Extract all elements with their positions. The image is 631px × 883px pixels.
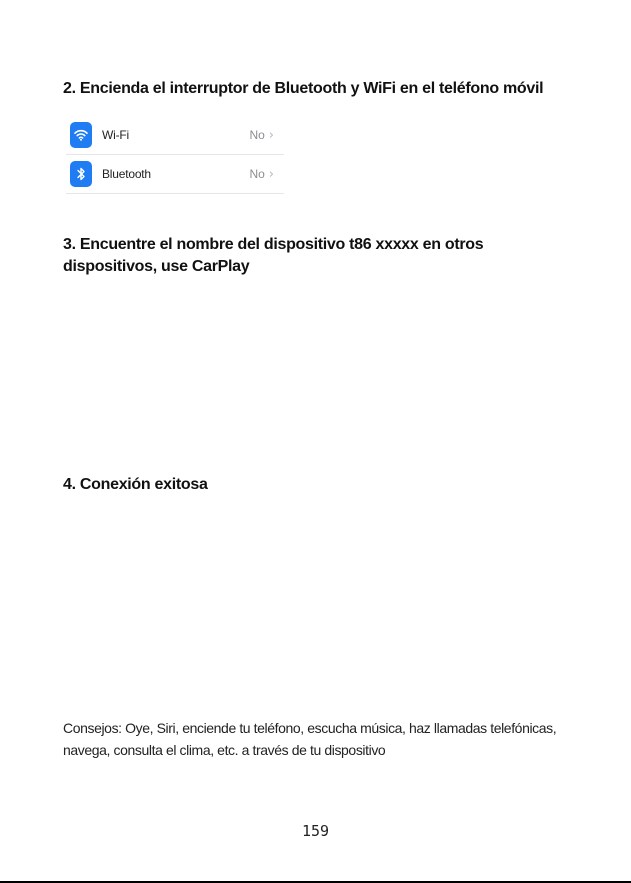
step-2-heading: 2. Encienda el interruptor de Bluetooth y WiFi en el teléfono móvil (63, 80, 544, 97)
bluetooth-icon (70, 161, 92, 187)
chevron-right-icon: › (268, 166, 274, 182)
wifi-icon (70, 122, 92, 148)
bluetooth-row[interactable] (66, 154, 284, 194)
step-4-heading: 4. Conexión exitosa (63, 476, 208, 493)
bluetooth-status-value: No (249, 167, 265, 181)
settings-list (66, 116, 284, 194)
chevron-right-icon: › (268, 127, 274, 143)
bluetooth-label: Bluetooth (102, 167, 151, 181)
wifi-label: Wi-Fi (102, 128, 129, 142)
wifi-row[interactable] (66, 116, 284, 154)
tips-paragraph: Consejos: Oye, Siri, enciende tu teléfono, escucha música, haz llamadas telefónicas, navega, consulta el clima, etc. a través de tu dispositivo (63, 720, 557, 758)
wifi-status-value: No (249, 128, 265, 142)
page-number: 159 (301, 822, 330, 840)
step-3-heading: 3. Encuentre el nombre del dispositivo t86 xxxxx en otros dispositivos, use CarPlay (63, 236, 484, 275)
